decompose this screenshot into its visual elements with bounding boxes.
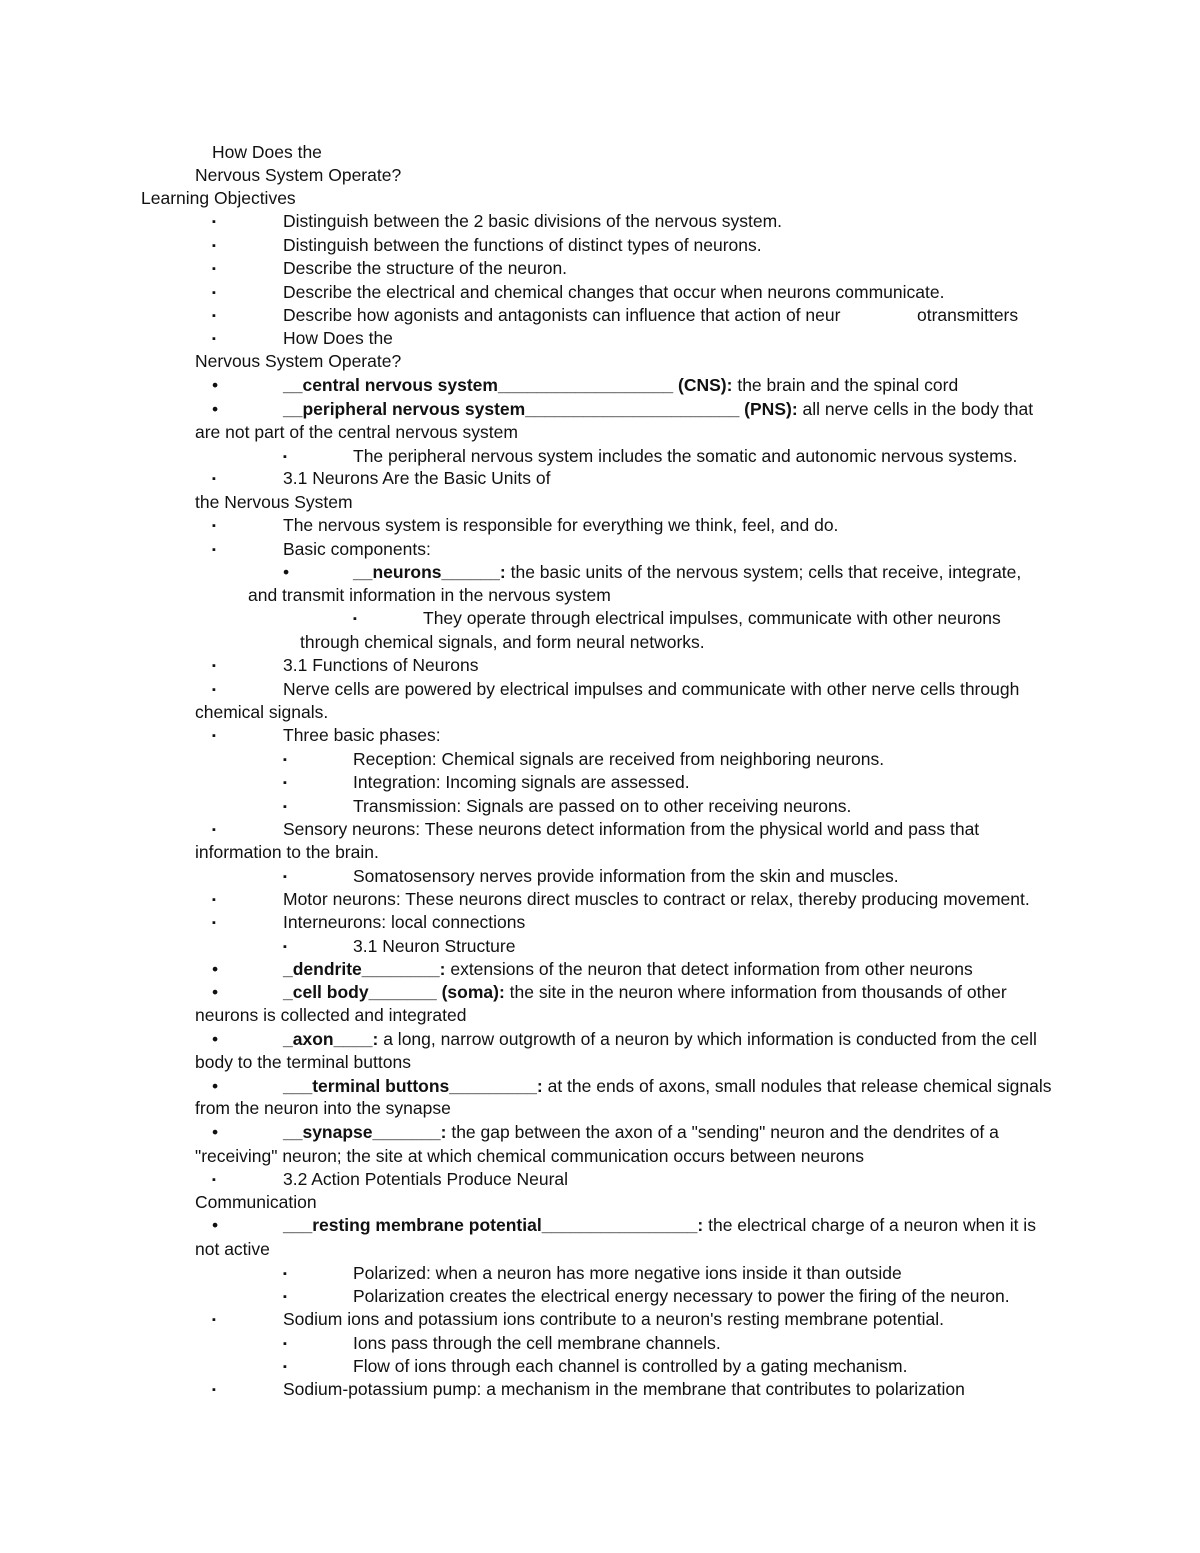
dot-bullet: • [212,1076,219,1096]
sub-item: Integration: Incoming signals are assessed. [353,772,690,792]
definition: extensions of the neuron that detect information from other neurons [445,959,973,979]
definition: at the ends of axons, small nodules that release chemical signals [542,1076,1052,1096]
title-line-1: How Does the [212,142,322,162]
square-bullet: ▪ [212,240,216,252]
square-bullet: ▪ [212,917,216,929]
section-heading: 3.2 Action Potentials Produce Neural [283,1169,569,1189]
sub-item: Transmission: Signals are passed on to other receiving neurons. [353,796,852,816]
square-bullet: ▪ [212,1384,216,1396]
definition: the site in the neuron where information from thousands of other [504,982,1007,1002]
square-bullet: ▪ [212,520,216,532]
list-item: Basic components: [283,539,431,559]
term: __peripheral nervous system______________________ (PNS): [283,399,798,419]
square-bullet: ▪ [212,310,216,322]
dot-bullet: • [283,562,290,582]
sub-item-continuation: through chemical signals, and form neural networks. [300,632,705,652]
list-item: Three basic phases: [283,725,441,745]
square-bullet: ▪ [283,941,287,953]
sub-item: They operate through electrical impulses, communicate with other neurons [423,608,1001,628]
section-heading: Nervous System Operate? [195,351,402,371]
definition: a long, narrow outgrowth of a neuron by which information is conducted from the cell [378,1029,1037,1049]
definition-pns [283,398,1033,420]
term: __central nervous system__________________ (CNS): [283,375,733,395]
objective-item: Describe how agonists and antagonists can influence that action of neur [283,305,841,325]
square-bullet: ▪ [212,473,216,485]
term: _cell body_______ (soma): [283,982,505,1002]
list-item-continuation: information to the brain. [195,842,379,862]
sub-item: Flow of ions through each channel is controlled by a gating mechanism. [353,1356,908,1376]
objective-item: Describe the structure of the neuron. [283,258,568,278]
square-bullet: ▪ [212,1314,216,1326]
square-bullet: ▪ [283,871,287,883]
dot-bullet: • [212,982,219,1002]
definition-resting-membrane-potential [283,1214,1036,1236]
square-bullet: ▪ [212,894,216,906]
definition-dendrite [283,958,973,980]
dot-bullet: • [212,959,219,979]
definition-continuation: "receiving" neuron; the site at which chemical communication occurs between neurons [195,1146,865,1166]
sub-item: Polarization creates the electrical energy necessary to power the firing of the neuron. [353,1286,1010,1306]
list-item-continuation: chemical signals. [195,702,329,722]
definition-synapse [283,1121,999,1143]
dot-bullet: • [212,1215,219,1235]
term: _axon____: [283,1029,379,1049]
square-bullet: ▪ [283,777,287,789]
section-heading: 3.1 Functions of Neurons [283,655,479,675]
term: _dendrite________: [283,959,446,979]
definition-continuation: neurons is collected and integrated [195,1005,467,1025]
definition: all nerve cells in the body that [797,399,1034,419]
list-item: Sodium ions and potassium ions contribute to a neuron's resting membrane potential. [283,1309,944,1329]
definition-continuation: and transmit information in the nervous system [248,585,611,605]
square-bullet: ▪ [212,287,216,299]
square-bullet: ▪ [212,684,216,696]
learning-objectives-heading: Learning Objectives [141,188,296,208]
list-item: Sodium-potassium pump: a mechanism in the membrane that contributes to polarization [283,1379,965,1399]
definition: the brain and the spinal cord [732,375,959,395]
definition-continuation: are not part of the central nervous system [195,422,518,442]
term: ___resting membrane potential________________: [283,1215,704,1235]
objective-item: Describe the electrical and chemical changes that occur when neurons communicate. [283,282,945,302]
objective-item: Distinguish between the 2 basic divisions of the nervous system. [283,211,783,231]
term: __synapse_______: [283,1122,447,1142]
definition: the gap between the axon of a "sending" neuron and the dendrites of a [446,1122,999,1142]
definition-neurons [353,561,1021,583]
list-item: Sensory neurons: These neurons detect information from the physical world and pass that [283,819,980,839]
square-bullet: ▪ [212,216,216,228]
term: ___terminal buttons_________: [283,1076,543,1096]
square-bullet: ▪ [212,333,216,345]
dot-bullet: • [212,375,219,395]
sub-item: 3.1 Neuron Structure [353,936,516,956]
square-bullet: ▪ [283,754,287,766]
definition-cns [283,374,958,396]
definition-cell-body [283,981,1007,1003]
square-bullet: ▪ [283,1338,287,1350]
objective-item-fragment: otransmitters [917,305,1019,325]
definition-continuation: body to the terminal buttons [195,1052,411,1072]
objective-item: How Does the [283,328,393,348]
square-bullet: ▪ [212,730,216,742]
dot-bullet: • [212,1029,219,1049]
definition: the basic units of the nervous system; cells that receive, integrate, [505,562,1022,582]
dot-bullet: • [212,1122,219,1142]
square-bullet: ▪ [283,1268,287,1280]
square-bullet: ▪ [283,801,287,813]
square-bullet: ▪ [283,1291,287,1303]
section-heading-continuation: the Nervous System [195,492,353,512]
square-bullet: ▪ [212,544,216,556]
sub-item: Reception: Chemical signals are received from neighboring neurons. [353,749,885,769]
section-heading: 3.1 Neurons Are the Basic Units of [283,468,551,488]
objective-item: Distinguish between the functions of distinct types of neurons. [283,235,762,255]
square-bullet: ▪ [212,660,216,672]
square-bullet: ▪ [212,1174,216,1186]
sub-item: The peripheral nervous system includes the somatic and autonomic nervous systems. [353,446,1018,466]
square-bullet: ▪ [283,1361,287,1373]
sub-item: Ions pass through the cell membrane channels. [353,1333,721,1353]
list-item: Nerve cells are powered by electrical impulses and communicate with other nerve cells through [283,679,1020,699]
square-bullet: ▪ [212,263,216,275]
square-bullet: ▪ [283,451,287,463]
definition-axon [283,1028,1037,1050]
dot-bullet: • [212,399,219,419]
title-line-2: Nervous System Operate? [195,165,402,185]
definition-terminal-buttons [283,1075,1051,1097]
list-item: Motor neurons: These neurons direct muscles to contract or relax, thereby producing movement. [283,889,1030,909]
square-bullet: ▪ [212,824,216,836]
definition-continuation: from the neuron into the synapse [195,1098,451,1118]
list-item: The nervous system is responsible for everything we think, feel, and do. [283,515,839,535]
square-bullet: ▪ [353,613,357,625]
definition-continuation: not active [195,1239,270,1259]
sub-item: Somatosensory nerves provide information from the skin and muscles. [353,866,899,886]
section-heading-continuation: Communication [195,1192,317,1212]
sub-item: Polarized: when a neuron has more negative ions inside it than outside [353,1263,902,1283]
term: __neurons______: [353,562,506,582]
definition: the electrical charge of a neuron when it is [703,1215,1036,1235]
list-item: Interneurons: local connections [283,912,526,932]
